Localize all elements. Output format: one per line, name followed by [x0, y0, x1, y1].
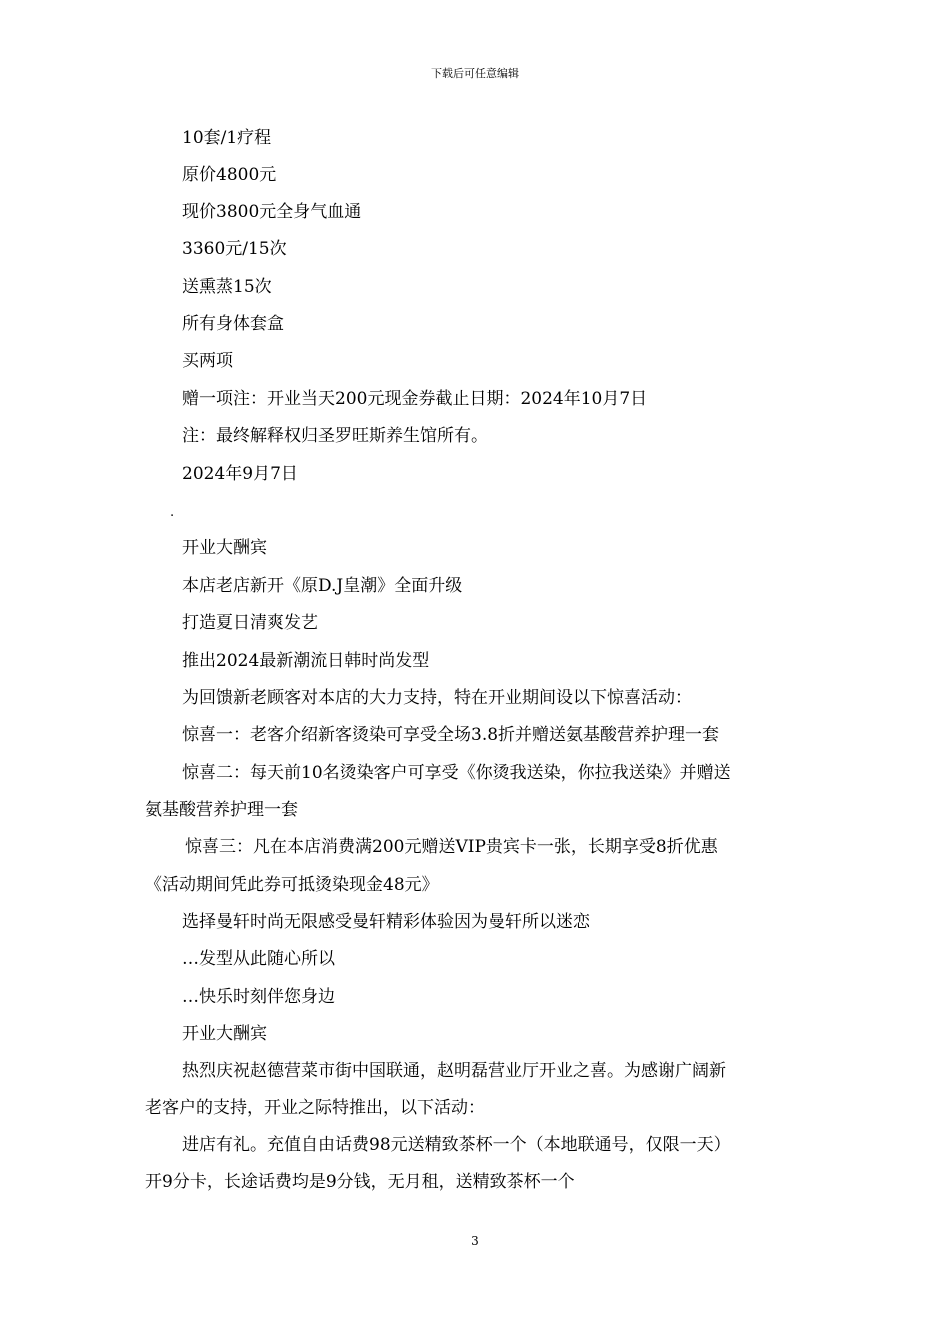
text-line: 老客户的支持，开业之际特推出，以下活动：	[145, 1098, 485, 1118]
text-line: 为回馈新老顾客对本店的大力支持，特在开业期间设以下惊喜活动：	[182, 688, 692, 708]
text-line: 买两项	[182, 351, 233, 371]
text-line: 选择曼轩时尚无限感受曼轩精彩体验因为曼轩所以迷恋	[182, 912, 590, 932]
text-line: 开业大酬宾	[182, 1024, 267, 1044]
text-line: 开9分卡，长途话费均是9分钱，无月租，送精致茶杯一个	[145, 1172, 575, 1192]
text-line: 本店老店新开《原D.J皇潮》全面升级	[182, 576, 463, 596]
text-line: 惊喜三：凡在本店消费满200元赠送VIP贵宾卡一张，长期享受8折优惠	[185, 837, 718, 857]
text-line: 原价4800元	[182, 165, 277, 185]
page-number: 3	[471, 1234, 479, 1248]
text-line: 热烈庆祝赵德营菜市街中国联通，赵明磊营业厅开业之喜。为感谢广阔新	[182, 1061, 726, 1081]
text-line: 送熏蒸15次	[182, 277, 272, 297]
text-line: 3360元/15次	[182, 239, 287, 259]
text-line: 10套/1疗程	[182, 128, 272, 148]
page-header: 下载后可任意编辑	[431, 67, 519, 80]
text-line: 进店有礼。充值自由话费98元送精致茶杯一个（本地联通号，仅限一天）	[182, 1135, 731, 1155]
text-line: 推出2024最新潮流日韩时尚发型	[182, 651, 430, 671]
text-line: 惊喜二：每天前10名烫染客户可享受《你烫我送染，你拉我送染》并赠送	[182, 763, 731, 783]
text-line: 注：最终解释权归圣罗旺斯养生馆所有。	[182, 426, 488, 446]
text-line: 惊喜一：老客介绍新客烫染可享受全场3.8折并赠送氨基酸营养护理一套	[182, 725, 720, 745]
text-line: 现价3800元全身气血通	[182, 202, 362, 222]
text-line: 打造夏日清爽发艺	[182, 613, 318, 633]
text-line: 所有身体套盒	[182, 314, 284, 334]
text-line: 《活动期间凭此券可抵烫染现金48元》	[145, 875, 439, 895]
text-line: …快乐时刻伴您身边	[182, 987, 335, 1007]
text-line: …发型从此随心所以	[182, 949, 335, 969]
text-line: 氨基酸营养护理一套	[145, 800, 298, 820]
text-line: 2024年9月7日	[182, 464, 298, 484]
text-line: 开业大酬宾	[182, 538, 267, 558]
text-line: 赠一项注：开业当天200元现金券截止日期：2024年10月7日	[182, 389, 648, 409]
text-line: .	[170, 505, 175, 520]
